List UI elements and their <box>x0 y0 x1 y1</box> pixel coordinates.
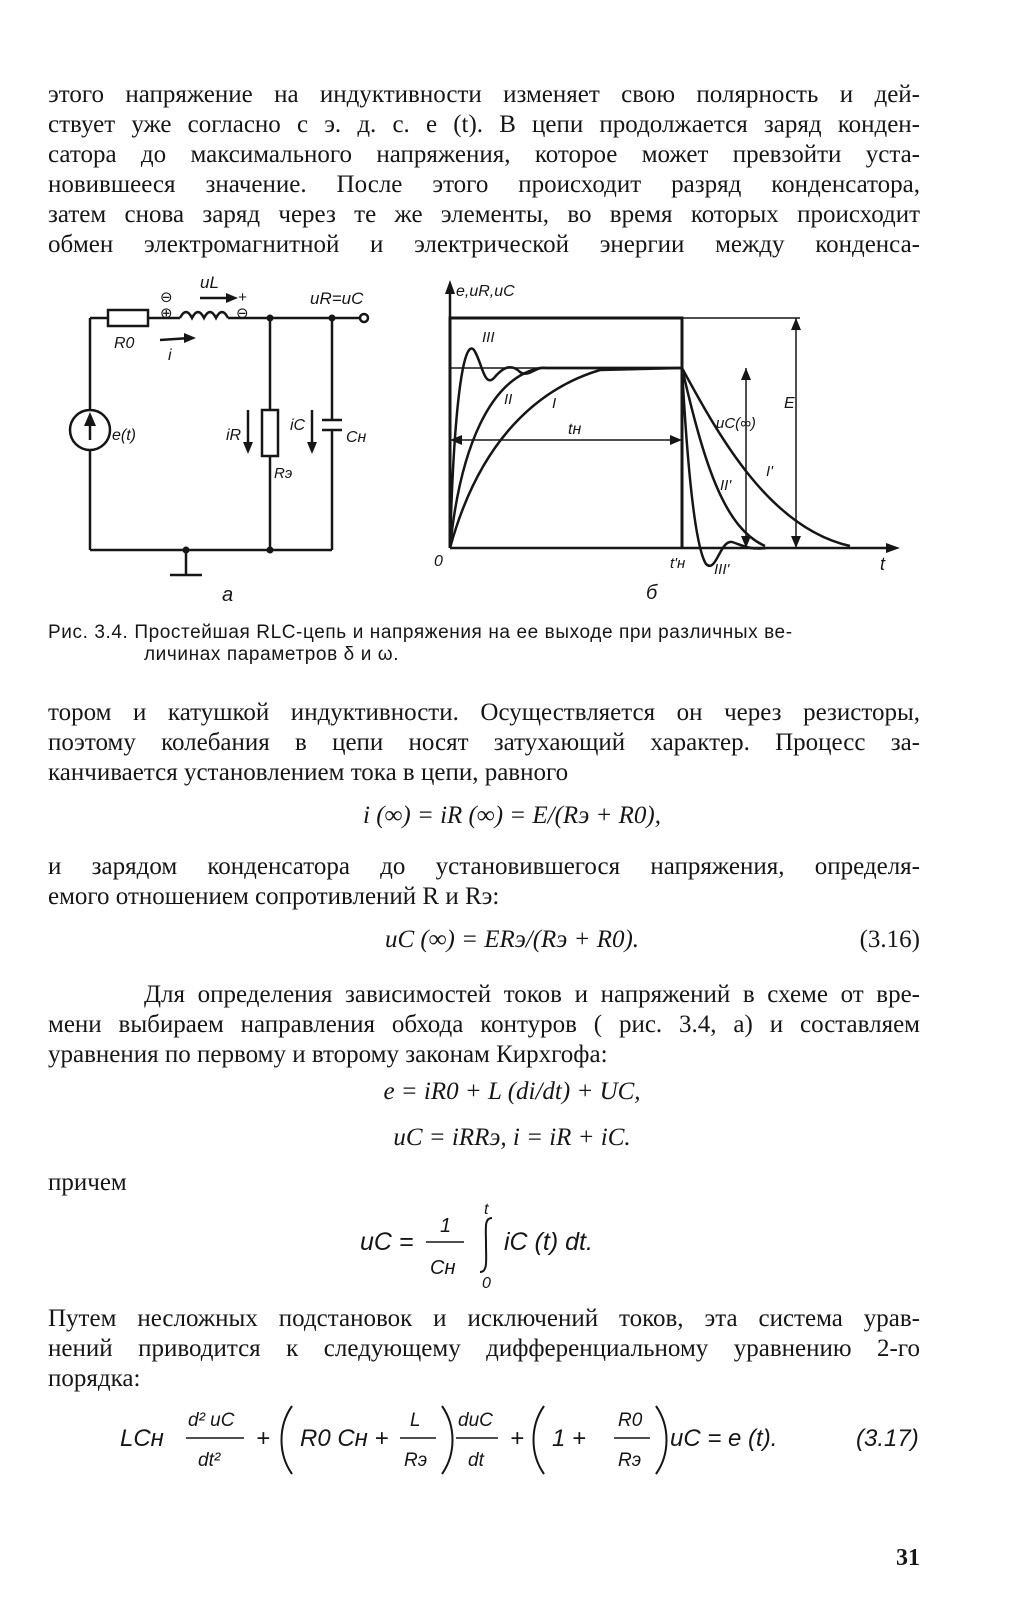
label-e: E <box>784 395 795 412</box>
text-line: обмен электромагнитной и электрической энергии между конденса- <box>48 231 920 258</box>
label-plus-left: ⊖ <box>160 289 173 306</box>
label-ur-uc: uR=uC <box>310 289 364 308</box>
inductor <box>180 312 228 318</box>
caption-line: Рис. 3.4. Простейшая RLC-цепь и напряжения на ее выходе при различных ве- <box>48 622 793 643</box>
label-origin: 0 <box>434 553 443 570</box>
equation-number: (3.16) <box>859 926 920 953</box>
paragraph-final <box>48 1304 920 1394</box>
label-tn: tн <box>568 421 582 438</box>
integral-lhs: uC = <box>360 1228 414 1256</box>
label-curve-ii: II <box>504 391 513 408</box>
text-line: и зарядом конденсатора до установившегося напряжения, определя- <box>48 853 920 880</box>
label-y-axis: e,uR,uC <box>456 283 515 300</box>
text-line: канчивается установлением тока в цепи, равного <box>48 759 569 786</box>
eq-tail: uC = e (t). <box>670 1425 778 1452</box>
text-line: тором и катушкой индуктивности. Осуществляется он через резисторы, <box>48 699 920 726</box>
eq-frac3-num: duC <box>458 1410 493 1431</box>
eq-frac1-den: dt² <box>198 1450 221 1471</box>
text-line: уравнения по первому и второму законам Кирхгофа: <box>48 1041 608 1068</box>
eq-frac4-den: Rэ <box>618 1450 642 1471</box>
equation-integral <box>360 1198 660 1290</box>
label-minus-right: ⊖ <box>236 305 249 322</box>
text-line: порядка: <box>48 1365 141 1392</box>
label-curve-i: I <box>552 395 557 412</box>
figure-sublabel-b: б <box>646 582 658 604</box>
label-ul: uL <box>200 273 219 292</box>
text-line: мени выбираем направления обхода контуров ( рис. 3.4, а) и составляем <box>48 1011 920 1038</box>
figure-caption <box>48 622 920 666</box>
label-cn: Cн <box>346 429 367 446</box>
figure-sublabel-a: а <box>222 584 234 606</box>
eq-frac1-num: d² uC <box>188 1410 235 1431</box>
eq-paren3-a: 1 + <box>552 1425 587 1452</box>
eq-plus-1: + <box>256 1425 271 1452</box>
label-et: e(t) <box>112 427 136 444</box>
eq-frac4-num: R0 <box>618 1410 643 1431</box>
label-tn-prime: t'н <box>670 555 686 572</box>
label-r0: R0 <box>114 335 135 352</box>
text-line: причем <box>48 1169 127 1196</box>
resistor-r0 <box>108 310 148 326</box>
label-x-axis: t <box>880 554 886 574</box>
text-line: сатора до максимального напряжения, которое может превзойти уста- <box>48 141 920 168</box>
equation-body: uC (∞) = ERэ/(Rэ + R0). <box>384 926 640 953</box>
equation-3-17 <box>120 1398 920 1478</box>
text-line: новившееся значение. После этого происходит разряд конденсатора, <box>48 171 920 198</box>
paragraph-mid <box>48 698 920 788</box>
label-re: Rэ <box>274 465 293 482</box>
eq-frac2-num: L <box>410 1410 421 1431</box>
word-prichem <box>48 1168 920 1198</box>
equation-i-inf: i (∞) = iR (∞) = E/(Rэ + R0), <box>363 802 661 829</box>
equation-kirchhoff-1: e = iR0 + L (di/dt) + UC, <box>383 1078 641 1105</box>
equation-3-16 <box>0 926 1024 954</box>
integral-integrand: iC (t) dt. <box>504 1228 593 1256</box>
equation-kirchhoff-2: uC = iRRэ, i = iR + iC. <box>393 1124 631 1151</box>
eq-frac2-den: Rэ <box>404 1450 428 1471</box>
text-line: этого напряжение на индуктивности изменяет свою полярность и дей- <box>48 81 920 108</box>
label-plus-right: + <box>238 289 247 306</box>
eq-paren2-a: R0 Cн + <box>300 1425 389 1452</box>
paragraph-charge <box>48 852 920 912</box>
text-line: затем снова заряд через те же элементы, во время которых происходит <box>48 201 920 228</box>
text-line: Путем несложных подстановок и исключений токов, эта система урав- <box>48 1305 920 1332</box>
label-curve-ii-prime: II' <box>720 477 732 494</box>
paragraph-kirchhoff <box>48 980 920 1070</box>
eq-number: (3.17) <box>856 1425 919 1452</box>
integral-lower: 0 <box>482 1275 491 1290</box>
integral-den: Cн <box>430 1257 456 1279</box>
label-uc-inf: uC(∞) <box>716 415 756 432</box>
integral-num: 1 <box>440 1215 452 1237</box>
caption-line: личинах параметров δ и ω. <box>144 644 400 665</box>
eq-plus-2: + <box>510 1425 525 1452</box>
paragraph-top <box>48 80 920 260</box>
label-minus-left: ⊕ <box>160 305 173 322</box>
text-line: Для определения зависимостей токов и напряжений в схеме от вре- <box>144 981 920 1008</box>
integral-upper: t <box>484 1201 489 1218</box>
label-ic: iC <box>290 417 306 434</box>
label-i: i <box>168 347 172 364</box>
eq-term-lcn: LCн <box>120 1425 164 1452</box>
label-curve-i-prime: I' <box>766 463 774 480</box>
label-ir: iR <box>226 427 242 444</box>
integral-sign <box>480 1218 492 1272</box>
label-curve-iii: III <box>482 329 495 346</box>
page-number: 31 <box>896 1545 920 1571</box>
text-line: ствует уже согласно с э. д. с. e (t). В цепи продолжается заряд конден- <box>48 111 920 138</box>
label-curve-iii-prime: III' <box>714 561 730 578</box>
text-line: нений приводится к следующему дифференциальному уравнению 2-го <box>48 1335 920 1362</box>
text-line: емого отношением сопротивлений R и Rэ: <box>48 883 500 910</box>
eq-frac3-den: dt <box>468 1450 484 1471</box>
text-line: поэтому колебания в цепи носят затухающий характер. Процесс за- <box>48 729 920 756</box>
resistor-re <box>262 410 278 456</box>
circuit-diagram <box>60 270 380 600</box>
transient-graph <box>420 278 910 578</box>
